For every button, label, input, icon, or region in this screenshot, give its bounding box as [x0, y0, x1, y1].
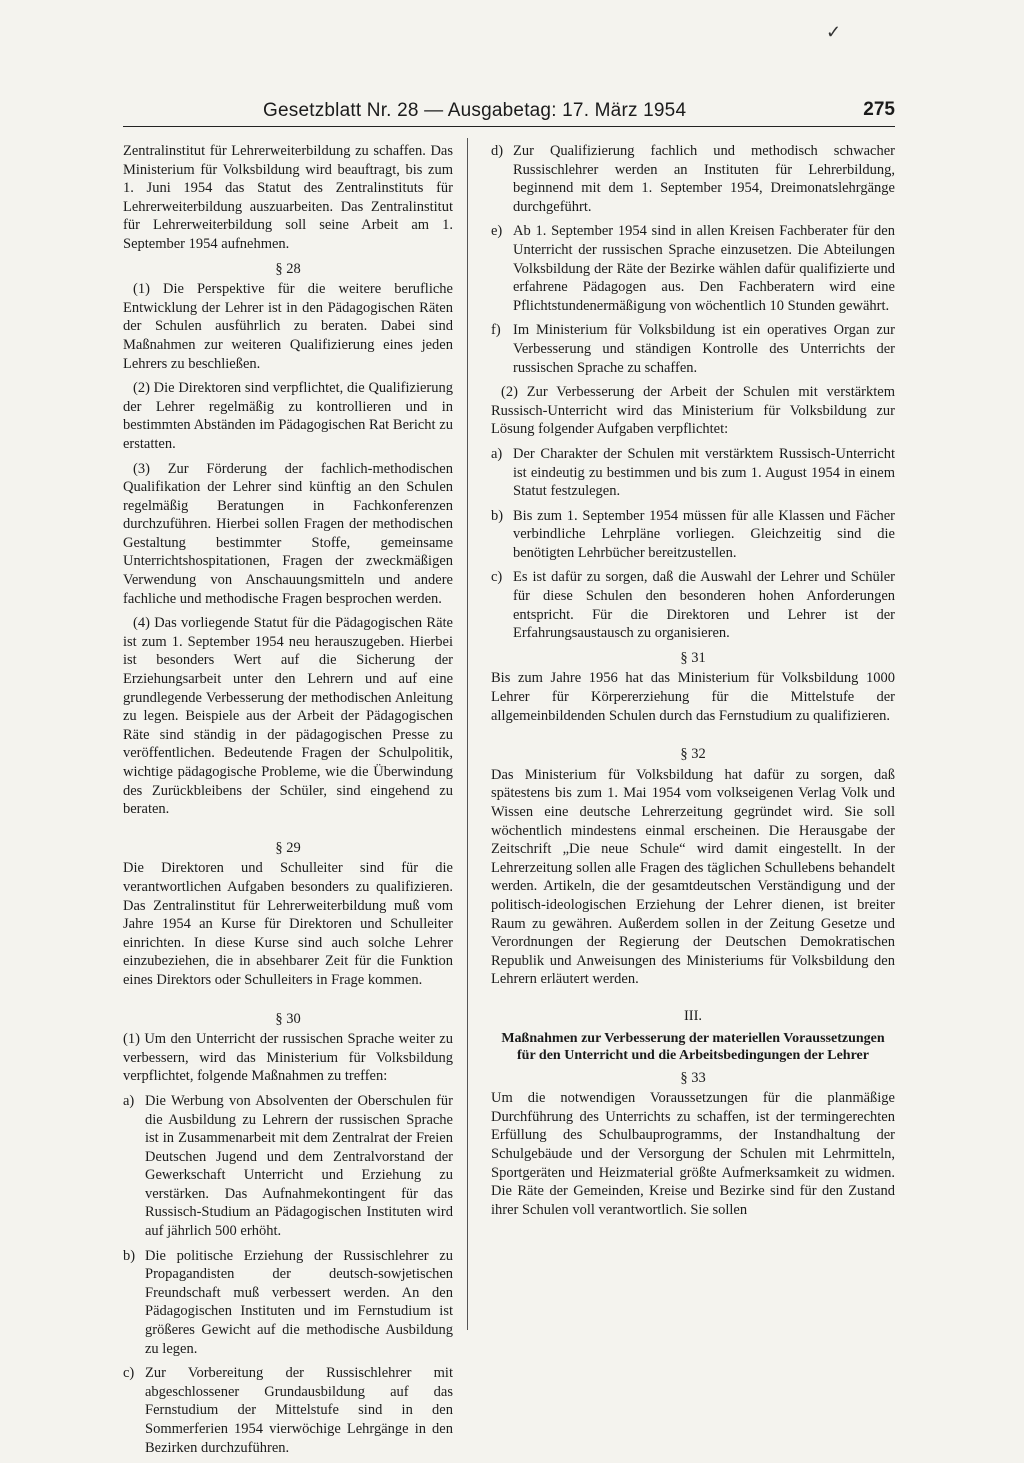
list-item-text: Bis zum 1. September 1954 müssen für alle Klassen und Fächer verbindliche Lehrpläne vorliegen. Gleichzeitig sind die benötigten Lehrbücher bereitzustellen. [513, 507, 895, 561]
list-item-label: b) [123, 1247, 136, 1264]
right-column [491, 142, 895, 1225]
section-28-paragraph-2: (2) Die Direktoren sind verpflichtet, die Qualifizierung der Lehrer regelmäßig zu kontrollieren und in bestimmten Abständen im Pädagogischen Rat Bericht zu erstatten. [123, 380, 453, 452]
section-28-paragraph-3: (3) Zur Förderung der fachlich-methodischen Qualifikation der Lehrer sind künftig an den Schulen regelmäßig Beratungen in Fachkonferenzen durchzuführen. Hierbei sollen Fragen der methodischen Gestaltung bestimmter Stoffe, gemeinsame Unterrichtshospitationen, Fragen der zweckmäßigen Verwendung von Anschauungsmitteln und andere fachliche und methodische Fragen besprochen werden. [123, 460, 453, 607]
list-item-text: Zur Vorbereitung der Russischlehrer mit abgeschlossener Grundausbildung auf das Fernstudium der Mittelstufe sind in den Sommerferien 1954 vierwöchige Lehrgänge in den Bezirken durchzuführen. [145, 1365, 453, 1456]
section-33-paragraph: Um die notwendigen Voraussetzungen für die planmäßige Durchführung des Unterrichts zu schaffen, ist der termingerechten Erfüllung des Schulbauprogramms, der Instandhaltung der Schulgebäude und der Versorgung der Schulen mit Lehrmitteln, Sportgeräten und Heizmaterial größte Aufmerksamkeit zu widmen. Die Räte der Gemeinden, Kreise und Bezirke sind für den Zustand ihrer Schulen voll verantwortlich. Sie sollen [491, 1090, 895, 1218]
list-item [491, 321, 895, 377]
section-29-paragraph: Die Direktoren und Schulleiter sind für die verantwortlichen Aufgaben besonders zu qualifizieren. Das Zentralinstitut für Lehrerweiterbildung muß vom Jahre 1954 an Kurse für Direktoren und Schulleiter einrichten. In diese Kurse sind auch solche Lehrer einzubeziehen, die in absehbarer Zeit für die Funktion eines Direktors oder Schulleiters in Frage kommen. [123, 860, 453, 988]
list-item [491, 568, 895, 642]
list-item-text: Ab 1. September 1954 sind in allen Kreisen Fachberater für den Unterricht der russischen Sprache einzusetzen. Die Abteilungen Volksbildung der Räte der Bezirke wählen dafür qualifizierte und erfahrene Pädagogen aus. Den Fachberatern wird eine Pflichtstundenermäßigung von wöchentlich 10 Stunden gewährt. [513, 223, 895, 314]
list-item [123, 1364, 453, 1457]
section-28-heading: § 28 [275, 260, 301, 277]
list-item-label: c) [491, 569, 503, 586]
section-31-heading: § 31 [680, 649, 706, 666]
list-item-label: a) [123, 1092, 135, 1109]
header-rule [123, 126, 895, 127]
section-32-heading: § 32 [680, 746, 706, 763]
list-item-text: Die politische Erziehung der Russischlehrer zu Propagandisten der deutsch-sowjetischen Freundschaft muß verbessert werden. An den Pädagogischen Instituten und im Fernstudium ist größeres Gewicht auf die methodische Ausbildung zu legen. [145, 1247, 453, 1357]
list-item-text: Es ist dafür zu sorgen, daß die Auswahl der Lehrer und Schüler für diese Schulen den besonderen hohen Anforderungen entspricht. Für die Direktoren und Lehrer ist der Erfahrungsaustausch zu organisieren. [513, 569, 895, 642]
list-item-text: Zur Qualifizierung fachlich und methodisch schwacher Russischlehrer werden an Instituten für Lehrerbildung, beginnend mit dem 1. September 1954, Dreimonatslehrgänge durchgeführt. [513, 143, 895, 215]
list-item-label: b) [491, 507, 504, 524]
list-item [491, 142, 895, 216]
part-number: III. [683, 1007, 703, 1024]
list-item [123, 1092, 453, 1241]
list-item [491, 222, 895, 315]
list-item [491, 445, 895, 501]
list-item [491, 507, 895, 563]
section-32-paragraph: Das Ministerium für Volksbildung hat dafür zu sorgen, daß spätestens bis zum 1. Mai 1954 vom volkseigenen Verlag Volk und Wissen eine deutsche Lehrerzeitung gegründet wird. Sie soll wöchentlich mindestens einmal erscheinen. Die Herausgabe der Zeitschrift „Die neue Schule“ wird damit eingestellt. In der Lehrerzeitung sollen alle Fragen des täglichen Schullebens behandelt werden. Artikeln, die der gesamtdeutschen Verständigung und der politisch-ideologischen Erziehung der Lehrer dienen, ist breiter Raum zu gewähren. Außerdem sollen in der Zeitung Gesetze und Verordnungen der Regierung der Deutschen Demokratischen Republik und Anweisungen des Ministeriums für Volksbildung den Lehrern erläutert werden. [491, 766, 895, 988]
list-item-text: Der Charakter der Schulen mit verstärktem Russisch-Unterricht ist eindeutig zu bestimmen und bis zum 1. August 1954 in einem Statut festzulegen. [513, 445, 895, 500]
section-28-paragraph-1: (1) Die Perspektive für die weitere berufliche Entwicklung der Lehrer ist in den Pädagogischen Räten der Schulen ausführlich zu beraten. Dabei sind Maßnahmen zur weiteren Qualifizierung eines jeden Lehrers zu beschließen. [123, 281, 453, 372]
section-30-paragraph-1: (1) Um den Unterricht der russischen Sprache weiter zu verbessern, wird das Ministerium für Volksbildung verpflichtet, folgende Maßnahmen zu treffen: [123, 1031, 453, 1085]
list-item [123, 1247, 453, 1359]
section-28-paragraph-4: (4) Das vorliegende Statut für die Pädagogischen Räte ist zum 1. September 1954 neu herauszugeben. Hierbei ist besonders Wert auf die Sicherung der Erziehungsarbeit unter den Lehrern und auf eine grundlegende Verbesserung der methodischen Anleitung zu legen. Beispiele aus der Arbeit der Pädagogischen Räte sind ständig in der pädagogischen Presse zu veröffentlichen. Bedeutende Fragen der Schulpolitik, wichtige pädagogische Probleme, wie die Überwindung des Zurückbleibens der Schüler, sind eingehend zu beraten. [123, 615, 453, 818]
section-30-heading: § 30 [275, 1010, 301, 1027]
list-item-label: f) [491, 322, 501, 339]
list-item-text: Im Ministerium für Volksbildung ist ein operatives Organ zur Verbesserung und ständigen Kontrolle des Unterrichts der russischen Sprache zu schaffen. [513, 322, 895, 376]
list-item-text: Die Werbung von Absolventen der Oberschulen für die Ausbildung zu Lehrern der russischen Sprache ist in Zusammenarbeit mit dem Zentralrat der Freien Deutschen Jugend und dem Zentralvorstand der Gewerkschaft Unterricht und Erziehung zu verstärken. Das Aufnahmekontingent für das Russisch-Studium an Pädagogischen Instituten wird auf jährlich 500 erhöht. [145, 1092, 453, 1240]
intro-paragraph: Zentralinstitut für Lehrerweiterbildung zu schaffen. Das Ministerium für Volksbildung wird beauftragt, bis zum 1. Juni 1954 das Statut des Zentralinstituts für Lehrerweiterbildung auszuarbeiten. Das Zentralinstitut für Lehrerweiterbildung soll seine Arbeit am 1. September 1954 aufnehmen. [123, 143, 453, 252]
gazette-title: Gesetzblatt Nr. 28 — Ausgabetag: 17. März 1954 [263, 100, 687, 121]
section-29-heading: § 29 [275, 839, 301, 856]
section-33-heading: § 33 [680, 1069, 706, 1086]
left-column [123, 142, 453, 1463]
margin-tick-mark: ✓ [826, 22, 842, 42]
list-item-label: d) [491, 143, 504, 159]
page-number: 275 [863, 99, 895, 120]
list-item-label: a) [491, 445, 503, 462]
part-title: Maßnahmen zur Verbesserung der materiellen Voraussetzungen für den Unterricht und die Arbeitsbedingungen der Lehrer [501, 1030, 885, 1064]
section-31-paragraph: Bis zum Jahre 1956 hat das Ministerium für Volksbildung 1000 Lehrer für Körpererziehung für die Mittelstufe der allgemeinbildenden Schulen durch das Fernstudium zu qualifizieren. [491, 670, 895, 724]
column-divider [467, 138, 468, 1330]
page-header [123, 100, 895, 124]
section-30-paragraph-2: (2) Zur Verbesserung der Arbeit der Schulen mit verstärktem Russisch-Unterricht wird das Ministerium für Volksbildung zur Lösung folgender Aufgaben verpflichtet: [491, 384, 895, 438]
list-item-label: c) [123, 1365, 135, 1382]
list-item-label: e) [491, 223, 503, 240]
